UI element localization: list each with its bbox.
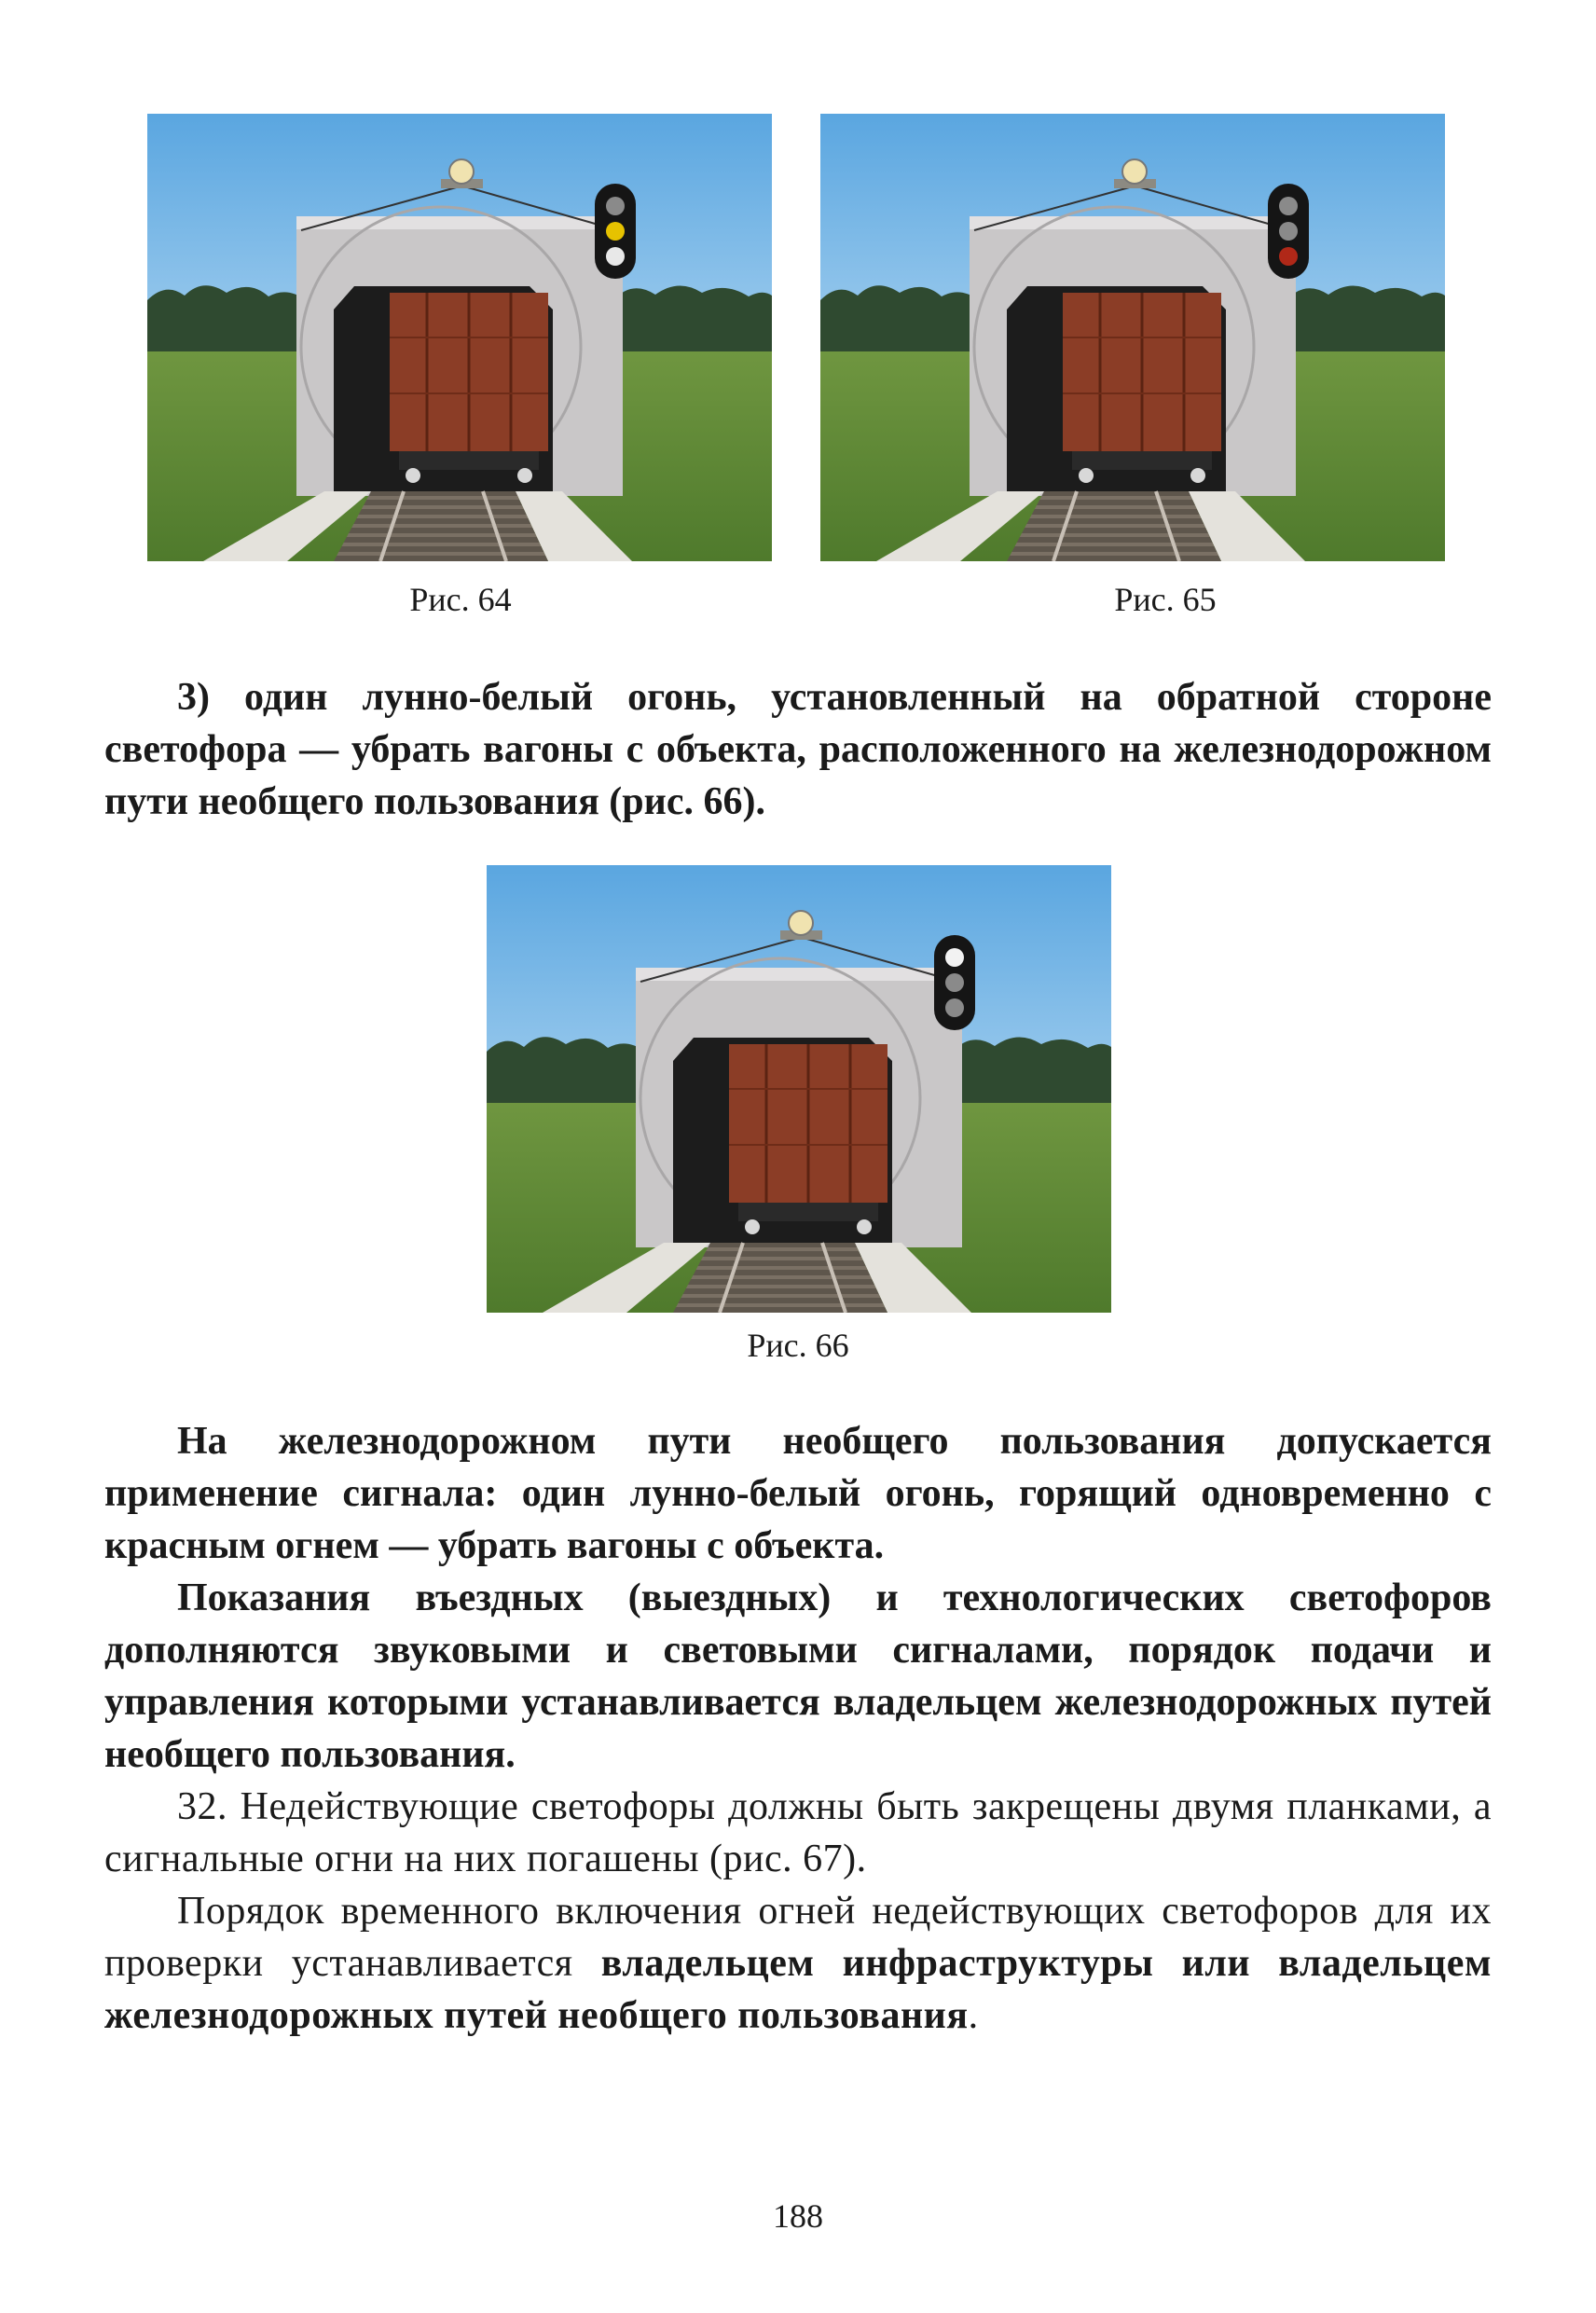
figure-66-caption: Рис. 66	[747, 1327, 849, 1364]
paragraph-4: 32. Недействующие светофоры должны быть закрещены двумя планками, а сигнальные огни на них погашены (рис. 67).	[104, 1785, 1492, 1880]
paragraph-5-start: Порядок временного включения огней недействующих светофоров для их проверки устанавливается	[104, 1890, 1492, 1985]
page-number: 188	[773, 2197, 823, 2235]
body-text	[104, 1415, 1492, 2042]
signal-light-2	[945, 973, 964, 992]
signal-light-1	[606, 197, 625, 215]
signal-light-3	[1279, 247, 1298, 266]
paragraph-1: 3) один лунно-белый огонь, установленный на обратной стороне светофора — убрать вагоны с объекта, расположенного на железнодорожном пути необщего пользования (рис. 66).	[104, 676, 1492, 823]
paragraph-5	[104, 1885, 1492, 2042]
paragraph-3: Показания въездных (выездных) и технологических светофоров дополняются звуковыми и световыми сигналами, порядок подачи и управления которыми устанавливается владельцем железнодорожных путей необщего пользования.	[104, 1576, 1492, 1776]
signal-light-2	[606, 222, 625, 241]
paragraph-2: На железнодорожном пути необщего пользования допускается применение сигнала: один лунно-белый огонь, горящий одновременно с красным огнем — убрать вагоны с объекта.	[104, 1420, 1492, 1567]
figure-66	[487, 865, 1111, 1313]
paragraph-5-bold: владельцем инфраструктуры или владельцем железнодорожных путей необщего пользования	[104, 1942, 1492, 2037]
figure-65	[820, 114, 1445, 561]
paragraph-5-end: .	[968, 1994, 979, 2037]
signal-light-1	[1279, 197, 1298, 215]
signal-light-2	[1279, 222, 1298, 241]
signal-light-1	[945, 948, 964, 967]
figure-64	[147, 114, 772, 561]
figure-64-caption: Рис. 64	[409, 581, 512, 618]
figure-65-caption: Рис. 65	[1114, 581, 1217, 618]
signal-light-3	[945, 998, 964, 1017]
signal-light-3	[606, 247, 625, 266]
paragraph-reverse-signal	[104, 671, 1492, 828]
